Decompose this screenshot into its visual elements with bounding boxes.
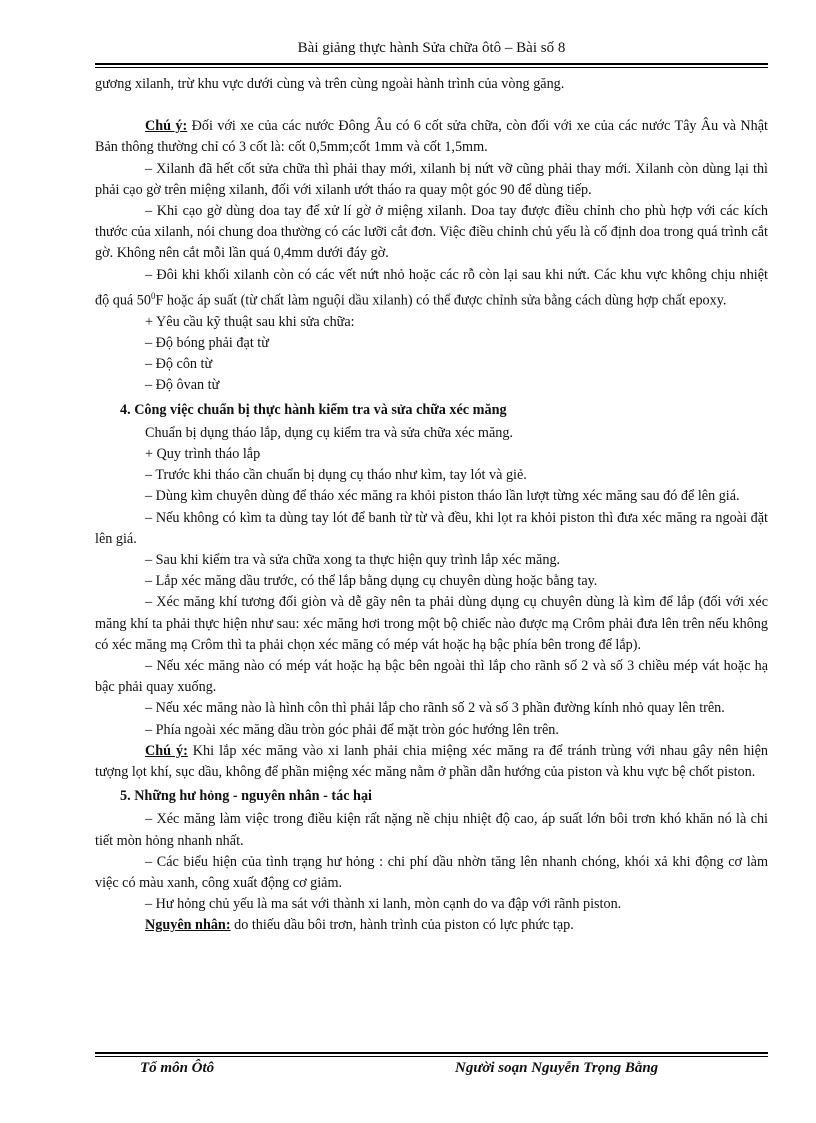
note-label: Chú ý: [145, 742, 188, 759]
list-item: – Nếu xéc măng nào có mép vát hoặc hạ bậc bên ngoài thì lắp cho rãnh số 2 và số 3 chiều mép vát hoặc hạ bậc phải quay xuống. [95, 658, 768, 696]
note-text: Đối với xe của các nước Đông Âu có 6 cốt sửa chữa, còn đối với xe của các nước Tây Âu và Nhật Bản thông thường chỉ có 3 cốt là: cốt 0,5mm;cốt 1mm và cốt 1,5mm. [95, 118, 768, 156]
list-item: – Sau khi kiểm tra và sửa chữa xong ta thực hiện quy trình lắp xéc măng. [145, 552, 561, 568]
paragraph: Chuẩn bị dụng tháo lắp, dụng cụ kiểm tra và sửa chữa xéc măng. [145, 424, 513, 441]
note-paragraph [95, 741, 768, 783]
list-item: – Độ ôvan từ [145, 377, 220, 394]
section-heading-5: 5. Những hư hỏng - nguyên nhân - tác hại [120, 788, 372, 805]
paragraph: – Xilanh đã hết cốt sửa chữa thì phải thay mới, xilanh bị nứt vỡ cũng phải thay mới. Xilanh còn dùng lại thì phải cạo gờ trên miệng xilanh, đối với xilanh ướt tháo ra quay một góc 90 để dùng tiếp. [95, 160, 768, 198]
paragraph: – Khi cạo gờ dùng doa tay để xử lí gờ ở miệng xilanh. Doa tay được điều chỉnh cho phù hợp với các kích thước của xilanh, nói chung doa thường có các lưỡi cắt đơn. Việc điều chỉnh chủ yếu là cố định doa trong quá trình cắt gờ. Không nên cắt mỗi lần quá 0,4mm dưới đáy gờ. [95, 203, 768, 262]
footer-department: Tổ môn Ôtô [140, 1060, 215, 1076]
list-item: – Lắp xéc măng dầu trước, có thể lắp bằng dụng cụ chuyên dùng hoặc bằng tay. [145, 573, 598, 590]
cause-paragraph [95, 915, 768, 936]
cause-label: Nguyên nhân: [145, 917, 231, 934]
list-item: – Phía ngoài xéc măng dầu tròn góc phải để mặt tròn góc hướng lên trên. [145, 721, 559, 738]
superscript: 0 [150, 290, 156, 301]
cause-text: do thiếu dầu bôi trơn, hành trình của piston có lực phức tạp. [230, 917, 574, 934]
paragraph: gương xilanh, trừ khu vực dưới cùng và trên cùng ngoài hành trình của vòng găng. [95, 76, 565, 92]
document-body [95, 74, 768, 937]
list-item: – Nếu xéc măng nào là hình côn thì phải lắp cho rãnh số 2 và số 3 phần đường kính nhỏ quay lên trên. [145, 700, 725, 717]
page-header: Bài giảng thực hành Sửa chữa ôtô – Bài số 8 [297, 40, 566, 56]
list-item: – Xéc măng khí tương đối giòn và dễ gãy nên ta phải dùng dụng cụ chuyên dùng là kìm để lắp (đối với xéc măng khí ta phải thực hiện như sau: xéc măng hơi trong một bộ chiếc nào được mạ Crôm phải đưa lên trên nếu không có xéc măng mạ Crôm thì ta phải chọn xéc măng có mép vát hoặc hạ bậc phía bên trong để lắp). [95, 594, 768, 653]
note-text: Khi lắp xéc măng vào xi lanh phải chia miệng xéc măng ra để tránh trùng với nhau gây nên hiện tượng lọt khí, sục dầu, không để phần miệng xéc măng nằm ở phần dẫn hướng của piston và khu vực bệ chốt piston. [95, 742, 768, 781]
footer-author: Người soạn Nguyễn Trọng Bằng [455, 1060, 659, 1076]
note-paragraph [95, 116, 768, 158]
paragraph-text: F hoặc áp suất (từ chất làm nguội dầu xilanh) có thể được chỉnh sửa bằng cách dùng hợp chất epoxy. [155, 292, 727, 309]
paragraph-text: – Đôi khi khối xilanh còn có các vết nứt nhỏ hoặc các rỗ còn lại sau khi nứt. Các khu vực không chịu nhiệt độ quá 50 [95, 266, 768, 309]
list-item: – Độ bóng phải đạt từ [145, 334, 269, 351]
section-heading-4: 4. Công việc chuẩn bị thực hành kiểm tra và sửa chữa xéc măng [120, 401, 507, 418]
header-rule [95, 63, 768, 68]
paragraph [95, 265, 768, 312]
list-item: – Dùng kìm chuyên dùng để tháo xéc măng ra khỏi piston tháo lần lượt từng xéc măng sau đó để lên giá. [145, 488, 740, 505]
list-item: – Xéc măng làm việc trong điều kiện rất nặng nề chịu nhiệt độ cao, áp suất lớn bôi trơn khó khăn nó là chi tiết mòn hỏng nhanh nhất. [95, 811, 768, 849]
list-item: – Nếu không có kìm ta dùng tay lót để banh từ từ và đều, khi lọt ra khỏi piston thì đưa xéc măng ra ngoài đặt lên giá. [95, 509, 768, 547]
procedure-title: + Quy trình tháo lắp [145, 445, 261, 462]
requirements-title: + Yêu cầu kỹ thuật sau khi sửa chữa: [145, 313, 355, 330]
note-label: Chú ý: [145, 118, 188, 135]
list-item: – Trước khi tháo cần chuẩn bị dụng cụ tháo như kìm, tay lót và giẻ. [145, 467, 527, 484]
list-item: – Hư hỏng chủ yếu là ma sát với thành xi lanh, mòn cạnh do va đập với rãnh piston. [145, 896, 622, 913]
footer-rule [95, 1052, 768, 1057]
list-item: – Độ côn từ [145, 356, 213, 373]
list-item: – Các biểu hiện của tình trạng hư hỏng : chi phí dầu nhờn tăng lên nhanh chóng, khói xả khi động cơ làm việc có màu xanh, công xuất động cơ giảm. [95, 853, 768, 892]
